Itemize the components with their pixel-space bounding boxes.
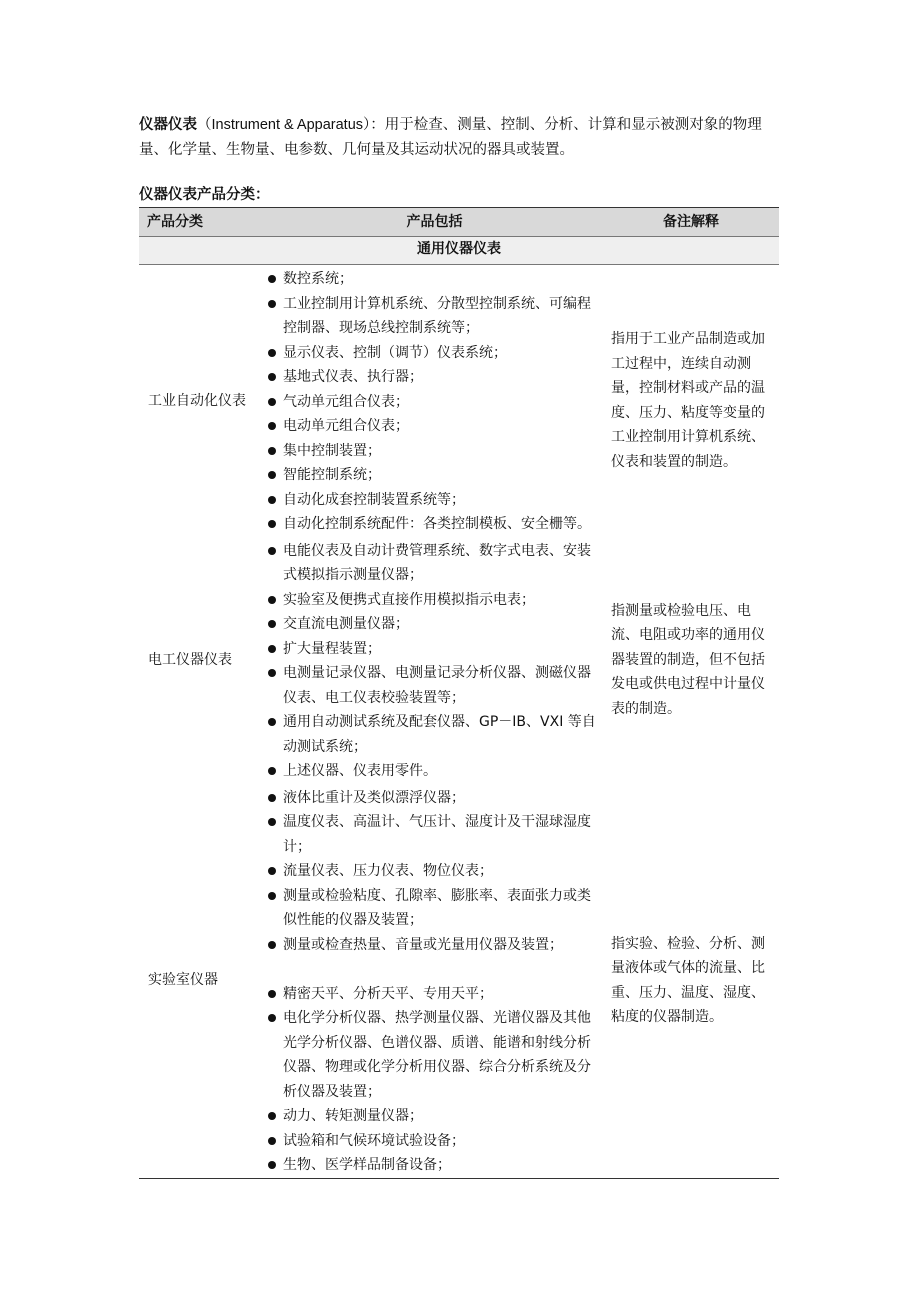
- products-cell: [266, 265, 603, 537]
- list-item: 温度仪表、高温计、气压计、湿度计及干湿球湿度计；: [266, 810, 603, 859]
- list-item: 电动单元组合仪表；: [266, 414, 603, 439]
- intro-term: 仪器仪表: [139, 117, 197, 133]
- intro-term-english: （Instrument & Apparatus）: [197, 117, 371, 133]
- classification-table: [139, 207, 779, 1179]
- section-title: 仪器仪表产品分类：: [139, 187, 270, 203]
- list-item: 试验箱和气候环境试验设备；: [266, 1129, 603, 1154]
- list-item: 集中控制装置；: [266, 439, 603, 464]
- category-cell: 工业自动化仪表: [148, 392, 246, 409]
- product-list: [266, 265, 603, 537]
- list-item: 上述仪器、仪表用零件。: [266, 759, 603, 784]
- note-cell: 指用于工业产品制造或加工过程中，连续自动测量，控制材料或产品的温度、压力、粘度等变量的工业控制用计算机系统、仪表和装置的制造。: [611, 331, 765, 470]
- table-header-row: [139, 208, 779, 237]
- list-item: 液体比重计及类似漂浮仪器；: [266, 786, 603, 811]
- list-item: 显示仪表、控制（调节）仪表系统；: [266, 341, 603, 366]
- list-item: 气动单元组合仪表；: [266, 390, 603, 415]
- list-item: 智能控制系统；: [266, 463, 603, 488]
- intro-paragraph: [139, 113, 789, 163]
- table-row: [139, 784, 779, 1179]
- category-cell: 实验室仪器: [139, 784, 266, 1179]
- list-item: 扩大量程装置；: [266, 637, 603, 662]
- products-cell: [266, 784, 603, 1179]
- list-spacer: [266, 957, 603, 982]
- product-list: [266, 537, 603, 784]
- header-products: 产品包括: [266, 208, 603, 237]
- note-cell: 指测量或检验电压、电流、电阻或功率的通用仪器装置的制造，但不包括发电或供电过程中计量仪表的制造。: [611, 602, 765, 717]
- list-item: 数控系统；: [266, 267, 603, 292]
- group-label: 通用仪器仪表: [139, 237, 779, 265]
- list-item: 测量或检验粘度、孔隙率、膨胀率、表面张力或类似性能的仪器及装置；: [266, 884, 603, 933]
- header-notes: 备注解释: [603, 208, 779, 237]
- list-item: 测量或检查热量、音量或光量用仪器及装置；: [266, 933, 603, 958]
- note-cell: 指实验、检验、分析、测量液体或气体的流量、比重、压力、温度、湿度、粘度的仪器制造。: [603, 784, 779, 1179]
- list-item: 实验室及便携式直接作用模拟指示电表；: [266, 588, 603, 613]
- list-item: 自动化成套控制装置系统等；: [266, 488, 603, 513]
- list-item: 精密天平、分析天平、专用天平；: [266, 982, 603, 1007]
- table-row: [139, 265, 779, 537]
- product-list: [266, 784, 603, 1178]
- group-row: [139, 237, 779, 265]
- list-item: 通用自动测试系统及配套仪器、GP－IB、VXI 等自动测试系统；: [266, 710, 603, 759]
- category-cell: 电工仪器仪表: [148, 651, 232, 668]
- list-item: 电化学分析仪器、热学测量仪器、光谱仪器及其他光学分析仪器、色谱仪器、质谱、能谱和射线分析仪器、物理或化学分析用仪器、综合分析系统及分析仪器及装置；: [266, 1006, 603, 1104]
- list-item: 自动化控制系统配件：各类控制模板、安全栅等。: [266, 512, 603, 537]
- header-category: 产品分类: [139, 208, 266, 237]
- list-item: 交直流电测量仪器；: [266, 612, 603, 637]
- intro-definition: ：用于检查、测量、控制、分析、计算和显示被测对象的物理量、化学量、生物量、电参数、几何量及其运动状况的器具或装置。: [139, 117, 762, 158]
- list-item: 基地式仪表、执行器；: [266, 365, 603, 390]
- list-item: 动力、转矩测量仪器；: [266, 1104, 603, 1129]
- list-item: 电测量记录仪器、电测量记录分析仪器、测磁仪器仪表、电工仪表校验装置等；: [266, 661, 603, 710]
- list-item: 生物、医学样品制备设备；: [266, 1153, 603, 1178]
- table-row: [139, 537, 779, 784]
- list-item: 电能仪表及自动计费管理系统、数字式电表、安装式模拟指示测量仪器；: [266, 539, 603, 588]
- products-cell: [266, 537, 603, 784]
- list-item: 流量仪表、压力仪表、物位仪表；: [266, 859, 603, 884]
- list-item: 工业控制用计算机系统、分散型控制系统、可编程控制器、现场总线控制系统等；: [266, 292, 603, 341]
